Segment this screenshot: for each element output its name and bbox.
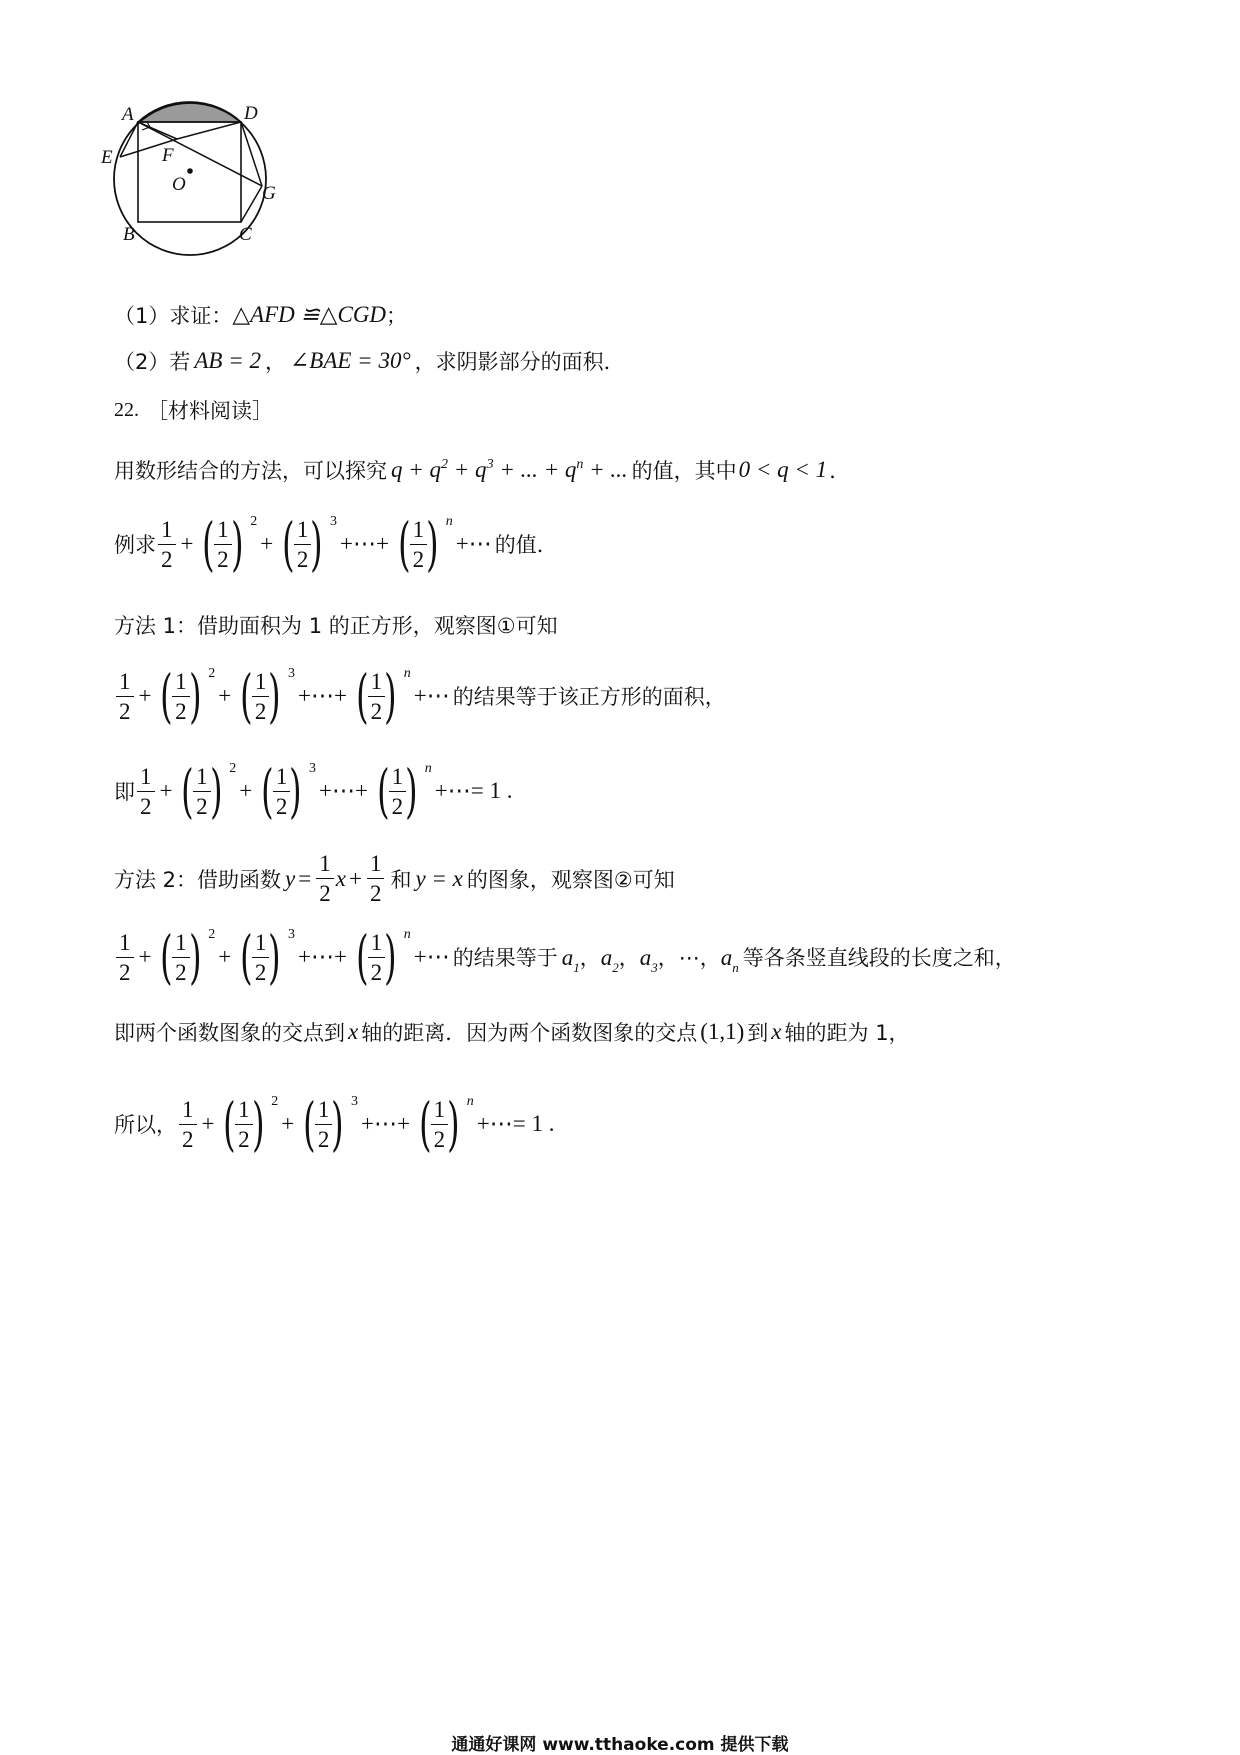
method1-intro xyxy=(114,610,558,640)
intersection-point: (1,1) xyxy=(700,1019,745,1044)
line-fd xyxy=(177,122,241,139)
series-formula: $\frac{1}{2}$ + ( $\frac{1}{2}$ ) 2 + ( $\frac{1}{2}$ ) 3 +⋯+ ( $\frac{1}{2}$ ) n +⋯ xyxy=(114,667,453,725)
method2-explain-4: 轴的距为 1， xyxy=(784,1021,910,1045)
method1-result-text: 的结果等于该正方形的面积， xyxy=(452,685,726,709)
series-formula: $\frac{1}{2}$ + ( $\frac{1}{2}$ ) 2 + ( $\frac{1}{2}$ ) 3 +⋯+ ( $\frac{1}{2}$ ) n +⋯= 1 . xyxy=(177,1095,557,1153)
method1-text: 方法 1：借助面积为 1 的正方形，观察图①可知 xyxy=(114,614,558,638)
method1-result xyxy=(114,662,726,730)
function-formula: y = $\frac{1}{2}$ x + $\frac{1}{2}$ xyxy=(285,852,386,905)
q21-part2-math1: AB = 2 xyxy=(194,348,261,373)
label-c: C xyxy=(239,224,252,245)
method1-conclusion-prefix: 即 xyxy=(114,780,135,804)
method2-explain-2: 轴的距离．因为两个函数图象的交点 xyxy=(361,1021,698,1045)
q21-part2 xyxy=(114,346,625,376)
label-f: F xyxy=(162,145,174,166)
segment-list: $a_1$，$a_2$，$a_3$，⋯，$a_n$ xyxy=(561,945,739,975)
x-axis-var-1: x xyxy=(348,1019,359,1044)
example-suffix: 的值． xyxy=(494,533,558,557)
q22-intro xyxy=(114,455,850,485)
method2-intro xyxy=(114,852,675,905)
method2-explain-3: 到 xyxy=(747,1021,769,1045)
final-conclusion xyxy=(114,1090,557,1158)
conclusion-prefix: 所以， xyxy=(114,1113,177,1137)
method1-conclusion xyxy=(114,757,515,825)
label-a: A xyxy=(122,104,134,125)
label-b: B xyxy=(123,224,135,245)
label-d: D xyxy=(244,103,258,124)
method2-result xyxy=(114,923,1016,991)
series-formula: $\frac{1}{2}$ + ( $\frac{1}{2}$ ) 2 + ( $\frac{1}{2}$ ) 3 +⋯+ ( $\frac{1}{2}$ ) n +⋯ xyxy=(156,515,495,573)
method2-explain-1: 即两个函数图象的交点到 xyxy=(114,1021,345,1045)
q21-part2-suffix: ，求阴影部分的面积． xyxy=(414,350,625,374)
label-o: O xyxy=(172,174,186,195)
q21-part1-math: △AFD ≌△CGD xyxy=(232,302,387,327)
q22-number: 22. xyxy=(114,398,139,421)
geometry-figure xyxy=(100,100,320,280)
q21-part1-suffix: ； xyxy=(386,304,408,328)
series-formula: $\frac{1}{2}$ + ( $\frac{1}{2}$ ) 2 + ( $\frac{1}{2}$ ) 3 +⋯+ ( $\frac{1}{2}$ ) n +⋯= 1 . xyxy=(135,762,515,820)
method2-result-suffix: 等各条竖直线段的长度之和， xyxy=(742,946,1016,970)
series-expression: $q + q^2 + q^3$ + ... + $q^n$ + ... xyxy=(391,457,628,482)
q21-part2-math2: ∠BAE = 30° xyxy=(290,348,411,373)
q22-header xyxy=(114,395,273,425)
q22-intro-end: ． xyxy=(829,459,851,483)
page-footer: 通通好课网 www.tthaoke.com 提供下载 xyxy=(451,1735,789,1755)
q21-part2-sep: ， xyxy=(265,350,286,374)
method2-prefix: 方法 2：借助函数 xyxy=(114,867,282,892)
method2-suffix: 的图象，观察图②可知 xyxy=(466,867,675,892)
line-cg xyxy=(241,186,262,222)
method2-explain xyxy=(114,1017,910,1047)
q22-tag: ［材料阅读］ xyxy=(147,399,273,423)
method2-mid: 和 xyxy=(390,867,412,892)
series-formula: $\frac{1}{2}$ + ( $\frac{1}{2}$ ) 2 + ( $\frac{1}{2}$ ) 3 +⋯+ ( $\frac{1}{2}$ ) n +⋯ xyxy=(114,928,453,986)
q21-part1 xyxy=(114,300,407,330)
q22-example xyxy=(114,510,558,578)
q22-intro-prefix: 用数形结合的方法，可以探究 xyxy=(114,459,387,483)
q22-intro-condition: 0 < q < 1 xyxy=(738,457,828,482)
center-dot xyxy=(187,168,193,174)
label-g: G xyxy=(262,183,276,204)
example-prefix: 例求 xyxy=(114,533,156,557)
q22-intro-suffix: 的值，其中 xyxy=(631,459,737,483)
x-axis-var-2: x xyxy=(771,1019,782,1044)
method2-func2: y = x xyxy=(415,865,463,891)
label-e: E xyxy=(101,147,113,168)
q21-part2-prefix: （2）若 xyxy=(114,350,191,374)
q21-part1-prefix: （1）求证： xyxy=(114,304,233,328)
method2-result-prefix: 的结果等于 xyxy=(452,946,558,970)
